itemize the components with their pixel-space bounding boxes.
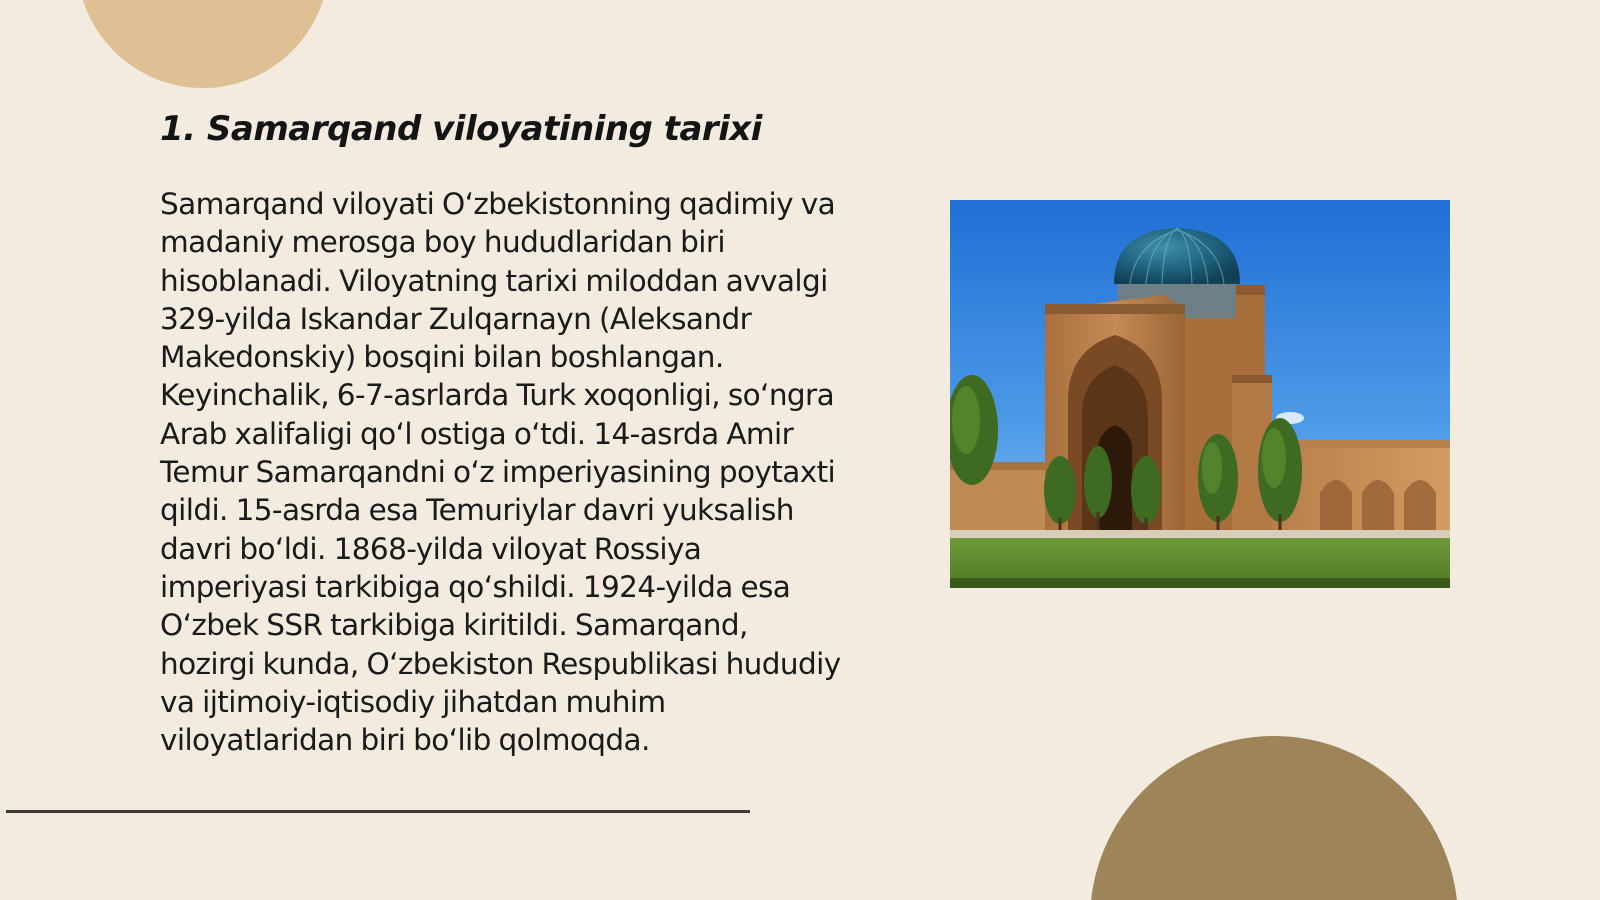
decorative-circle-bottom: [1090, 736, 1458, 900]
divider-line: [6, 810, 750, 813]
mosque-illustration: [950, 200, 1450, 588]
decorative-circle-top: [77, 0, 329, 88]
slide-title: 1. Samarqand viloyatining tarixi: [160, 109, 762, 149]
slide-body-text: Samarqand viloyati O‘zbekistonning qadimiy va madaniy merosga boy hududlaridan biri hisoblanadi. Viloyatning tarixi miloddan avvalgi 329-yilda Iskandar Zulqarnayn (Aleksandr Makedonskiy) bosqini bilan boshlangan. Keyinchalik, 6-7-asrlarda Turk xoqonligi, so‘ngra Arab xalifaligi qo‘l ostiga o‘tdi. 14-asrda Amir Temur Samarqandni o‘z imperiyasining poytaxti qildi. 15-asrda esa Temuriylar davri yuksalish davri bo‘ldi. 1868-yilda viloyat Rossiya imperiyasi tarkibiga qo‘shildi. 1924-yilda esa O‘zbek SSR tarkibiga kiritildi. Samarqand, hozirgi kunda, O‘zbekiston Respublikasi hududiy va ijtimoiy-iqtisodiy jihatdan muhim viloyatlaridan biri bo‘lib qolmoqda.: [160, 187, 841, 758]
mosque-photo: [950, 200, 1450, 588]
